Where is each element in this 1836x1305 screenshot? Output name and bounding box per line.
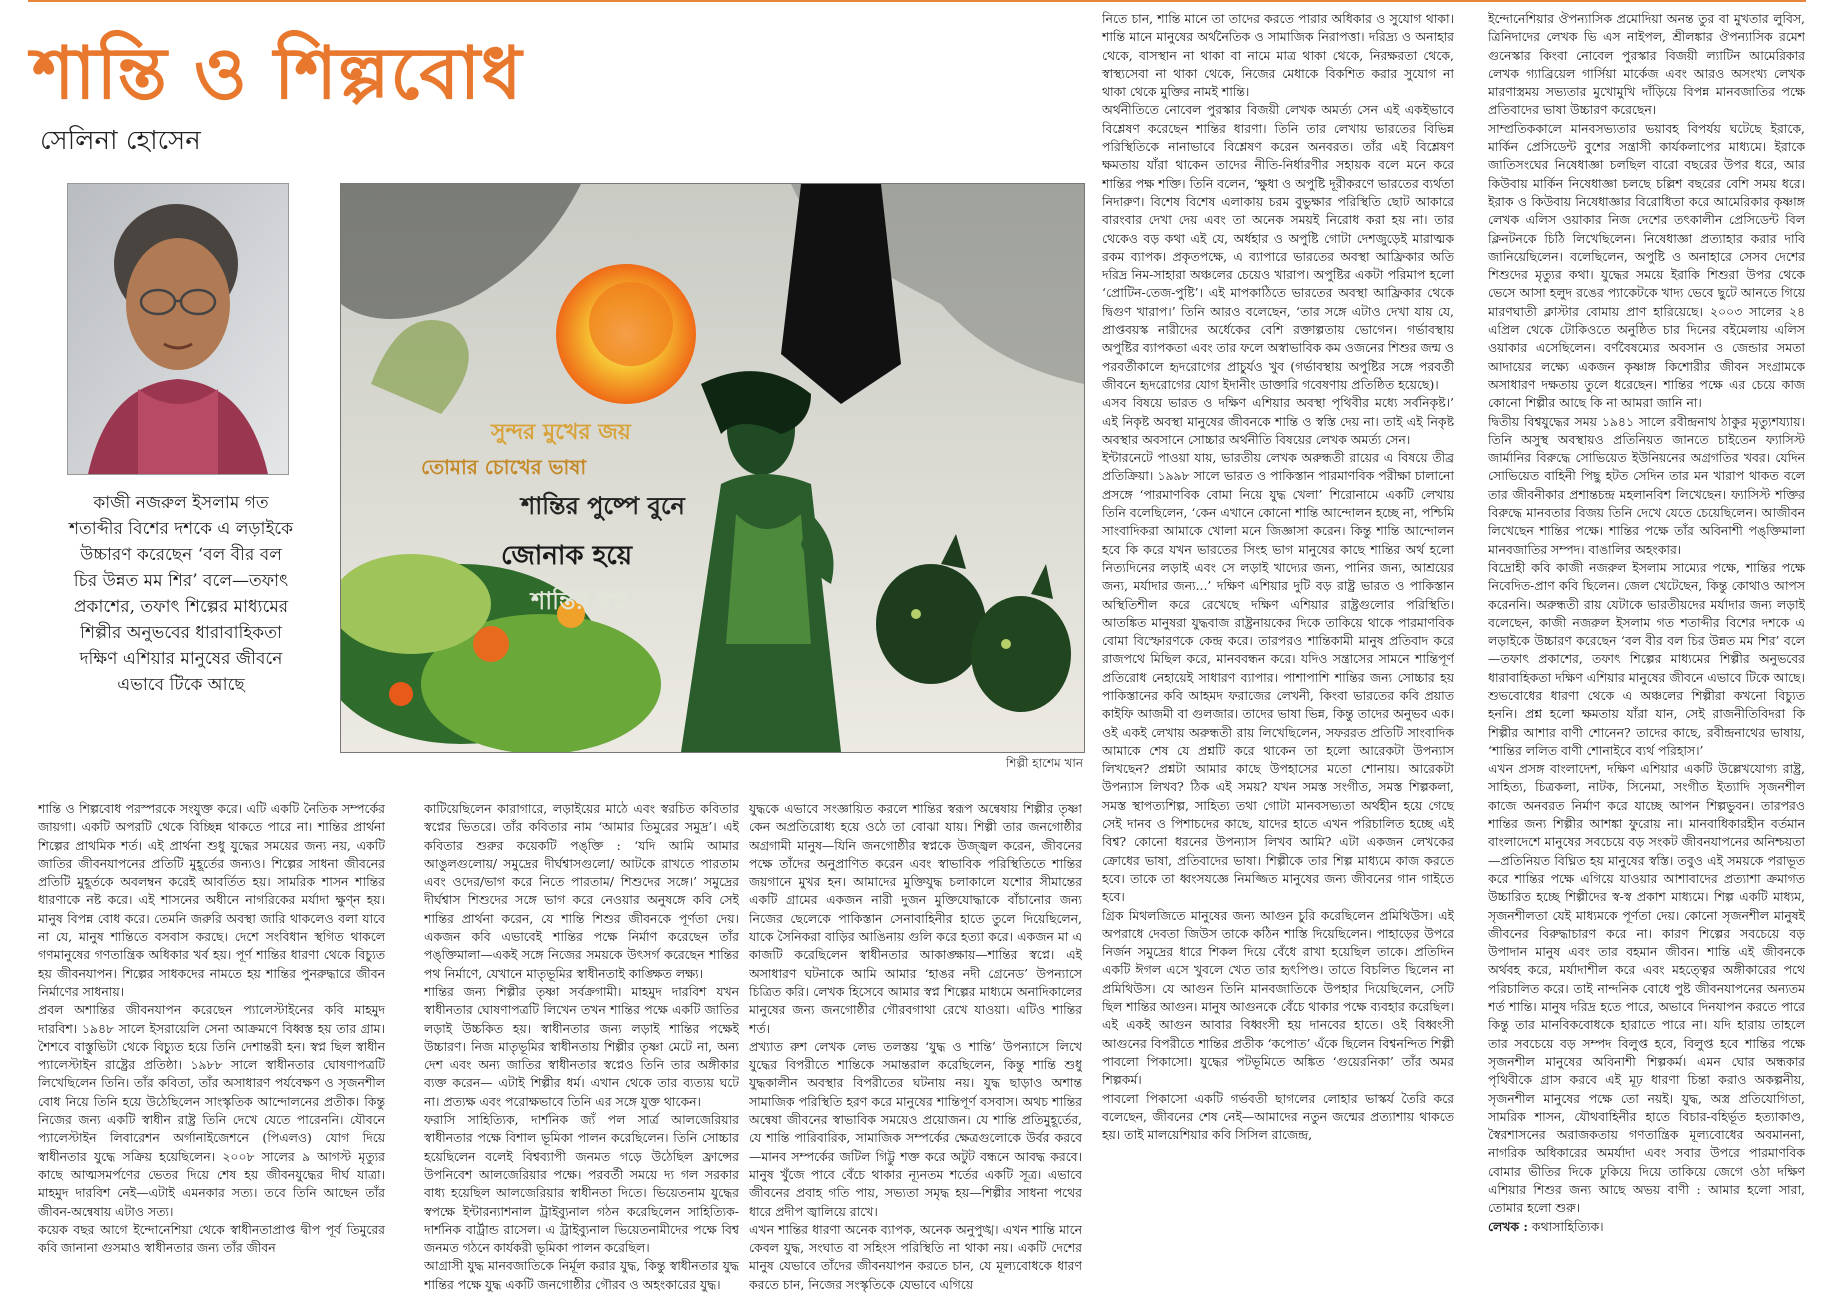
paragraph: সাম্প্রতিককালে মানবসভ্যতার ভয়াবহ বিপর্যয় ঘটেছে ইরাকে, মার্কিন প্রেসিডেন্ট বুশের সন্ত্রাসী কার্যকলাপের মাধ্যমে। ইরাকে জাতিসংঘের নিষেধাজ্ঞা চলছিল বারো বছরের উপর ধরে, আর কিউবায় মার্কিন নিষেধাজ্ঞা চলছে চল্লিশ বছরের বেশি সময় ধরে। ইরাক ও কিউবায় নিষেধাজ্ঞার বিরোধিতা করে আমেরিকার কৃষ্ণাঙ্গ লেখক এলিস ওয়াকার নিজ দেশের তৎকালীন প্রেসিডেন্ট বিল ক্লিনটনকে চিঠি লিখেছিলেন। নিষেধাজ্ঞা প্রত্যাহার করার দাবি জানিয়েছিলেন। বলেছিলেন, অপুষ্টি ও অনাহারে সেসব দেশের শিশুদের মৃত্যুর কথা। যুদ্ধের সময়ে ইরাকি শিশুরা উপর থেকে ভেসে আসা হলুদ রঙের প্যাকেটকে খাদ্য ভেবে ছুটে আনতে গিয়ে মারণঘাতী ক্লাস্টার বোমায় প্রাণ হারিয়েছে। ২০০৩ সালের ২৪ এপ্রিল থেকে টোকিওতে অনুষ্ঠিত চার দিনের বইমেলায় এলিস ওয়াকার এসেছিলেন। বর্ণবৈষম্যের অবসান ও জেন্ডার সমতা আদায়ের লক্ষ্যে একজন কৃষ্ণাঙ্গ কিশোরীর জীবন সংগ্রামকে অসাধারণ দক্ষতায় তুলে ধরেছেন। শান্তির পক্ষে এর চেয়ে কাজ কোনো শিল্পীর আছে কি না আমরা জানি না। xyxy=(1488,120,1805,411)
paragraph: দ্বিতীয় বিশ্বযুদ্ধের সময় ১৯৪১ সালে রবীন্দ্রনাথ ঠাকুর মৃত্যুশয্যায়। তিনি অসুস্থ অবস্থায়ও প্রতিনিয়ত জানতে চাইতেন ফ্যাসিস্ট জার্মানির বিরুদ্ধে সোভিয়েত ইউনিয়নের অগ্রগতির খবর। যেদিন সোভিয়েত বাহিনী পিছু হটত সেদিন তার মন খারাপ থাকত বলে তার জীবনীকার প্রশান্তচন্দ্র মহলানবিশ লিখেছেন। ফ্যাসিস্ট শক্তির বিরুদ্ধে মানবতার বিজয় তিনি দেখে যেতে চেয়েছিলেন। আজীবন লিখেছেন শান্তির পক্ষে। শান্তির পক্ষে তাঁর অবিনাশী পঙ্‌ক্তিমালা মানবজাতির সম্পদ। বাঙালির অহংকার। xyxy=(1488,413,1805,557)
author-note-label: লেখক : xyxy=(1488,1218,1528,1234)
author-note-value: কথাসাহিত্যিক। xyxy=(1531,1218,1604,1234)
artwork-text-5: শান্তির স্বপ্ন xyxy=(531,586,628,615)
author-byline: সেলিনা হোসেন xyxy=(40,126,201,156)
top-rule xyxy=(28,0,1806,2)
paragraph: অর্থনীতিতে নোবেল পুরস্কার বিজয়ী লেখক অমর্ত্য সেন এই একইভাবে বিশ্লেষণ করেছেন শান্তির ধারণা। তিনি তার লেখায় ভারতের বিভিন্ন পরিস্থিতিকে নানাভাবে বিশ্লেষণ করেন অনবরত। তাঁর এই বিশ্লেষণ ক্ষমতায় যাঁরা থাকেন তাদের নীতি-নির্ধারণীর সহায়ক বলে মনে করে শান্তির পক্ষ শক্তি। তিনি বলেন, ‘ক্ষুধা ও অপুষ্টি দূরীকরণে ভারতের ব্যর্থতা নিদারুণ। বিশেষ বিশেষ এলাকায় চরম বুভুক্ষার পরিস্থিতি ছোট আকারে বারংবার দেখা দেয় এবং তা অনেক সময়ই নিরোধ করা হয় না। তার থেকেও বড় কথা এই যে, অর্ধহার ও অপুষ্টি গোটা দেশজুড়েই মারাত্মক রকম ব্যাপক। প্রকৃতপক্ষে, এ ব্যাপারে ভারতের অবস্থা আফ্রিকার অতি দরিদ্র নিম-সাহারা অঞ্চলের চেয়েও খারাপ। অপুষ্টির একটা পরিমাপ হলো ‘প্রোটিন-তেজ-পুষ্টি’। এই মাপকাঠিতে ভারতের অবস্থা আফ্রিকার থেকে দ্বিগুণ খারাপ।’ তিনি আরও বলেছেন, ‘তার সঙ্গে এটাও দেখা যায় যে, প্রাপ্তবয়স্ক নারীদের অর্ধেকের বেশি রক্তাল্পতায় ভোগেন। গর্ভাবস্থায় অপুষ্টির ব্যাপকতা এবং তার ফলে অস্বাভাবিক কম ওজনের শিশুর জন্ম ও পরবর্তীকালে হৃদরোগের প্রাচুর্যও খুব (গর্ভাবস্থায় অপুষ্টির সঙ্গে পরবর্তী জীবনে হৃদরোগের যোগ ইদানীং ডাক্তারি গবেষণায় প্রতিষ্ঠিত হয়েছে)। xyxy=(1102,102,1454,392)
artwork-image xyxy=(341,184,1084,752)
author-note xyxy=(1488,1218,1805,1236)
paragraph: গ্রিক মিথলজিতে মানুষের জন্য আগুন চুরি করেছিলেন প্রমিথিউস। এই অপরাধে দেবতা জিউস তাকে কঠিন শাস্তি দিয়েছিলেন। পাহাড়ের উপরে নির্জন সমুদ্রের ধারে শিকল দিয়ে বেঁধে রাখা হয়েছিল তাকে। প্রতিদিন একটি ঈগল এসে খুবলে খেত তার হৃৎপিণ্ড। তাতে বিচলিত ছিলেন না প্রমিথিউস। যে আগুন তিনি মানবজাতিকে উপহার দিয়েছিলেন, সেটি ছিল শান্তির আগুন। মানুষ আগুনকে বেঁচে থাকার পক্ষে ব্যবহার করেছিল। এই একই আগুন আবার বিধ্বংসী হয় দানবের হাতে। ওই বিধ্বংসী আগুনের বিপরীতে শান্তির প্রতীক ‘কপোত’ এঁকে ছিলেন বিশ্বনন্দিত শিল্পী পাবলো পিকাসো। যুদ্ধের পটভূমিতে অঙ্কিত ‘গুয়েরনিকা’ তাঁর অমর শিল্পকর্ম। xyxy=(1102,907,1454,1088)
body-column-5 xyxy=(1488,10,1805,1296)
paragraph: ইন্দোনেশিয়ার ঔপন্যাসিক প্রমোদিয়া অনন্ত তুর বা মুখতার লুবিস, ত্রিনিদাদের লেখক ভি এস নাইপল, শ্রীলঙ্কার ঔপন্যাসিক রমেশ গুনেস্কার কিংবা নোবেল পুরস্কার বিজয়ী ল্যাটিন আমেরিকার লেখক গ্যাব্রিয়েল গার্সিয়া মার্কেজ এবং আরও অসংখ্য লেখক মারণাস্ত্রময় সভ্যতার মুখোমুখি দাঁড়িয়ে বিপন্ন মানবজাতির পক্ষে প্রতিবাদের ভাষা উচ্চারণ করেছেন। xyxy=(1488,11,1805,118)
artwork-text-4: জোনাক হয়ে xyxy=(501,541,633,571)
body-column-4 xyxy=(1102,10,1454,1296)
paragraph: শান্তি ও শিল্পবোধ পরস্পরকে সংযুক্ত করে। এটি একটি নৈতিক সম্পর্কের জায়গা। একটি অপরটি থেকে বিচ্ছিন্ন থাকতে পারে না। শান্তির প্রার্থনা শিল্পের প্রাথমিক শর্ত। এই প্রার্থনা শুধু যুদ্ধের সময়ের জন্য নয়, একটি জাতির জীবনযাপনের প্রতিটি মুহূর্তের জন্যও। শিল্পের সাধনা জীবনের প্রতিটি মুহূর্তকে অবলম্বন করেই আবর্তিত হয়। সামরিক শাসন শান্তির ধারণাকে নষ্ট করে। এই শাসনের অধীনে নাগরিকের মর্যাদা ক্ষুণ্ন হয়। মানুষ বিপন্ন বোধ করে। তেমনি জরুরি অবস্থা জারি থাকলেও বলা যাবে না যে, মানুষ শান্তিতে বসবাস করছে। দেশে সংবিধান স্থগিত থাকলে গণমানুষের গণতান্ত্রিক অধিকার খর্ব হয়। পূর্ণ শান্তির ধারণা থেকে বিচ্যুত হয় জীবনযাপন। শিল্পের সাধকদের নামতে হয় শান্তির পুনরুদ্ধারে জীবন নির্মাণের সাধনায়। xyxy=(38,801,385,999)
portrait-image xyxy=(68,184,288,474)
paragraph: শান্তির জন্য শিল্পীর তৃষ্ণা সর্বক্রগামী। মাহমুদ দারবিশ যখন স্বাধীনতার ঘোষণাপত্রটি লিখেন তখন শান্তির পক্ষে একটি জাতির লড়াই উচ্চকিত হয়। স্বাধীনতার জন্য লড়াই শান্তির পক্ষেই উচ্চারণ। নিজ মাতৃভূমির স্বাধীনতায় শিল্পীর তৃষ্ণা মেটে না, অন্য দেশ এবং অন্য জাতির স্বাধীনতার স্বপ্নেও তিনি তার অঙ্গীকার ব্যক্ত করেন— এটাই শিল্পীর ধর্ম। এখান থেকে তার ব্যত্যয় ঘটে না। প্রত্যক্ষ এবং পরোক্ষভাবে তিনি এর সঙ্গে যুক্ত থাকেন। xyxy=(424,983,739,1109)
image-caption: শিল্পী হাশেম খান xyxy=(1005,756,1083,770)
paragraph: বিদ্রোহী কবি কাজী নজরুল ইসলাম সাম্যের পক্ষে, শান্তির পক্ষে নিবেদিত-প্রাণ কবি ছিলেন। জেল খেটেছেন, কিন্তু কোথাও আপস করেননি। অরুন্ধতী রায় যেটাকে ভারতীয়দের মর্যাদার জন্য লড়াই বলেছেন, কাজী নজরুল ইসলাম গত শতাব্দীর বিশের দশকে এ লড়াইকে উচ্চারণ করেছেন ‘বল বীর বল চির উন্নত মম শির’ বলে—তফাৎ প্রকাশের, তফাৎ শিল্পের মাধ্যমের শিল্পীর অনুভবের ধারাবাহিকতা দক্ষিণ এশিয়ার মানুষের জীবনে এভাবে টিকে আছে। শুভবোধের ধারণা থেকে এ অঞ্চলের শিল্পীরা কখনো বিচ্যুত হননি। প্রশ্ন হলো ক্ষমতায় যাঁরা যান, সেই রাজনীতিবিদরা কি শিল্পীর আশার বাণী শোনেন? তাদের কাছে, রবীন্দ্রনাথের ভাষায়, ‘শান্তির ললিত বাণী শোনাইবে ব্যর্থ পরিহাস।’ xyxy=(1488,559,1805,758)
author-portrait xyxy=(67,183,289,475)
body-column-2 xyxy=(424,800,739,1296)
paragraph: ইন্টারনেটে পাওয়া যায়, ভারতীয় লেখক অরুন্ধতী রায়ের এ বিষয়ে তীব্র প্রতিক্রিয়া। ১৯৯৮ সালে ভারত ও পাকিস্তান পারমাণবিক পরীক্ষা চালানো প্রসঙ্গে ‘পারমাণবিক বোমা নিয়ে যুদ্ধ খেলা’ শিরোনামে একটি লেখায় তিনি বলেছিলেন, ‘কেন এখানে কোনো শান্তি আন্দোলন হচ্ছে না, পশ্চিমি সাংবাদিকরা আমাকে খোলা মনে জিজ্ঞাসা করেন। কিন্তু শান্তি আন্দোলন হবে কি করে যখন ভারতের সিংহ ভাগ মানুষের কাছে শান্তির অর্থ হলো নিত্যদিনের লড়াই এবং সে লড়াই খাদ্যের জন্য, পানির জন্য, আশ্রয়ের জন্য, মর্যাদার জন্য...’ দক্ষিণ এশিয়ার দুটি বড় রাষ্ট্র ভারত ও পাকিস্তান অস্থিতিশীল করে রেখেছে দক্ষিণ এশিয়ার রাষ্ট্রগুলোর পরিস্থিতি। আতঙ্কিত মানুষরা যুদ্ধবাজ রাষ্ট্রনায়কের দিকে তাকিয়ে থাকে পারমাণবিক বোমা বিস্ফোরণকে কেন্দ্র করে। তারপরও শান্তিকামী মানুষ প্রতিবাদ করে রাজপথে মিছিল করে, মানববন্ধন করে। যদিও সন্ত্রাসের সামনে শান্তিপূর্ণ প্রতিরোধ নেহায়েই সাধারণ ব্যাপার। পাশাপাশি শান্তির জন্য সোচ্চার হয় পাকিস্তানের কবি আহমদ ফরাজের লেখনী, কিংবা ভারতের কবি প্রয়াত কাইফি আজমী বা গুলজার। তাদের ভাষা ভিন্ন, কিন্তু তাদের অনুভব এক। ওই একই লেখায় অরুন্ধতী রায় লিখেছিলেন, সফররত প্রতিটি সাংবাদিক আমাকে শেষ যে প্রশ্নটি করে থাকেন তা হলো আরেকটা উপন্যাস লিখছেন? প্রশ্নটা আমার কাছে উপহাসের মতো শোনায়। আরেকটা উপন্যাস লিখব? ঠিক এই সময়? যখন সমস্ত সংগীত, সমস্ত শিল্পকলা, সমস্ত স্থাপত্যশিল্প, সাহিত্য তথা গোটা মানবসভ্যতা অর্থহীন হয়ে গেছে সেই দানব ও পিশাচদের কাছে, যাদের হাতে এখন পরিচালিত হচ্ছে এই বিশ্ব? কোনো ধরনের উপন্যাস লিখব আমি? এটা একজন লেখকের ক্রোধের ভাষা, প্রতিবাদের ভাষা। শিল্পীকে তার শিল্প মাধ্যমে কাজ করতে হবে। তাকে তা ধ্বংসযজ্ঞে নিমজ্জিত মানুষের জন্য জীবনের গান গাইতে হবে। xyxy=(1102,450,1454,905)
artwork-text-2: তোমার চোখের ভাষা xyxy=(421,455,587,479)
artwork-text-3: শান্তির পুষ্পে বুনে xyxy=(521,491,685,520)
paragraph: কাটিয়েছিলেন কারাগারে, লড়াইয়ের মাঠে এবং স্বরচিত কবিতার স্বপ্নের ভিতরে। তাঁর কবিতার নাম ‘আমার তিমুরের সমুদ্র’। এই কবিতার শুরুর কয়েকটি পঙ্‌ক্তি : ‘যদি আমি আমার আঙুলগুলোয়/ সমুদ্রের দীর্ঘশ্বাসগুলো/ আটকে রাখতে পারতাম এবং ওদের/ভাগ করে নিতে পারতাম/ শিশুদের সঙ্গে।’ সমুদ্রের দীর্ঘশ্বাস শিশুদের সঙ্গে ভাগ করে নেওয়ার অনুষঙ্গে কবি সেই শান্তির প্রার্থনা করেন, যে শান্তি শিশুর জীবনকে পূর্ণতা দেয়। একজন কবি এভাবেই শান্তির পক্ষে নির্মাণ করেছেন তাঁর পঙ্‌ক্তিমালা—একই সঙ্গে নিজের সময়কে উৎসর্গ করেছেন শান্তির পথ নির্মাণে, যেখানে মাতৃভূমির স্বাধীনতাই কাঙ্ক্ষিত লক্ষ্য। xyxy=(424,801,739,981)
paragraph: প্রখ্যাত রুশ লেখক লেভ তলস্তয় ‘যুদ্ধ ও শান্তি’ উপন্যাসে লিখে যুদ্ধের বিপরীতে শান্তিকে সমান্তরাল করেছিলেন, কিন্তু শান্তি শুধু যুদ্ধকালীন অবস্থার বিপরীতের ঘটনায় নয়। যুদ্ধ ছাড়াও অশান্ত সামাজিক পরিস্থিতি হরণ করে মানুষের শান্তিপূর্ণ বসবাস। অথচ শান্তির অন্বেষা জীবনের স্বাভাবিক সময়েও প্রয়োজন। যে শান্তি প্রতিমুহূর্তের, যে শান্তি পারিবারিক, সামাজিক সম্পর্কের ক্ষেত্রগুলোকে উর্বর করবে—মানব সম্পর্কের জটিল গিট্টু শক্ত করে অটুট বন্ধনে আবদ্ধ করবে। মানুষ খুঁজে পাবে বেঁচে থাকার ন্যূনতম শর্তের একটি সূত্র। এভাবে জীবনের প্রবাহ গতি পায়, সভ্যতা সমৃদ্ধ হয়—শিল্পীর সাধনা পথের ধারে প্রদীপ জ্বালিয়ে রাখে। xyxy=(749,1038,1082,1219)
pull-quote: কাজী নজরুল ইসলাম গত শতাব্দীর বিশের দশকে এ লড়াইকে উচ্চারণ করেছেন ‘বল বীর বল চির উন্নত মম শির’ বলে—তফাৎ প্রকাশের, তফাৎ শিল্পের মাধ্যমের শিল্পীর অনুভবের ধারাবাহিকতা দক্ষিণ এশিয়ার মানুষের জীবনে এভাবে টিকে আছে xyxy=(68,493,294,695)
paragraph: যুদ্ধকে এভাবে সংজ্ঞায়িত করলে শান্তির স্বরূপ অন্বেষায় শিল্পীর তৃষ্ণা কেন অপ্রতিরোধ্য হয়ে ওঠে তা বোঝা যায়। শিল্পী তার জনগোষ্ঠীর অগ্রগামী মানুষ—যিনি জনগোষ্ঠীর স্বপ্নকে উজ্জ্বল করেন, জীবনের পক্ষে তাঁদের অনুপ্রাণিত করেন এবং স্বাভাবিক পরিস্থিতিতে শান্তির জয়গানে মুখর হন। আমাদের মুক্তিযুদ্ধ চলাকালে যশোর সীমান্তের একটি গ্রামের একজন নারী দুজন মুক্তিযোদ্ধাকে বাঁচানোর জন্য নিজের ছেলেকে পাকিস্তান সেনাবাহিনীর হাতে তুলে দিয়েছিলেন, যাকে সৈনিকরা বাড়ির আঙিনায় গুলি করে হত্যা করে। একজন মা এ কাজটি করেছিলেন স্বাধীনতার আকাঙ্ক্ষায়—শান্তির স্বপ্নে। এই অসাধারণ ঘটনাকে আমি আমার ‘হাঙর নদী গ্রেনেড’ উপন্যাসে চিত্রিত করি। লেখক হিসেবে আমার স্বপ্ন শিল্পের মাধ্যমে অনাদিকালের মানুষের জন্য জনগোষ্ঠীর গৌরবগাথা রেখে যাওয়া। এটিও শান্তির শর্ত। xyxy=(749,801,1082,1036)
paragraph: পাবলো পিকাসো একটি গর্ভবতী ছাগলের লোহার ভাস্কর্য তৈরি করে বলেছেন, জীবনের শেষ নেই—আমাদের নতুন জন্মের প্রত্যাশায় থাকতে হয়। তাই মালয়েশিয়ার কবি সিসিল রাজেন্দ্র, xyxy=(1102,1090,1454,1143)
paragraph: এসব বিষয়ে ভারত ও দক্ষিণ এশিয়ার অবস্থা পৃথিবীর মধ্যে সর্বনিকৃষ্ট।’ এই নিকৃষ্ট অবস্থা মানুষের জীবনকে শান্তি ও স্বস্তি দেয় না। তাই এই নিকৃষ্ট অবস্থার অবসানে সোচ্চার অর্থনীতি বিষয়ের লেখক অমর্ত্য সেন। xyxy=(1102,395,1454,447)
body-column-1 xyxy=(38,800,385,1296)
paragraph: প্রবল অশান্তির জীবনযাপন করেছেন প্যালেস্টাইনের কবি মাহমুদ দারবিশ। ১৯৪৮ সালে ইসরায়েলি সেনা আক্রমণে বিধ্বস্ত হয় তার গ্রাম। শৈশবে বাস্তুভিটা থেকে বিচ্যুত হয়ে তিনি দেশান্তরী হন। স্বপ্ন ছিল স্বাধীন প্যালেস্টাইন রাষ্ট্রের প্রতিষ্ঠা। ১৯৮৮ সালে স্বাধীনতার ঘোষণাপত্রটি লিখেছিলেন তিনি। তাঁর কবিতা, তাঁর অসাধারণ পর্যবেক্ষণ ও সৃজনশীল বোধ নিয়ে তিনি হয়ে উঠেছিলেন সাংস্কৃতিক আন্দোলনের প্রতীক। কিন্তু নিজের জন্য একটি স্বাধীন রাষ্ট্র তিনি দেখে যেতে পারেননি। যৌবনে প্যালেস্টাইন লিবারেশন অর্গানাইজেশনে (পিএলও) যোগ দিয়ে স্বাধীনতার যুদ্ধে সক্রিয় হয়েছিলেন। ২০০৮ সালের ৯ আগস্ট মৃত্যুর কাছে আত্মসমর্পণের ভেতর দিয়ে শেষ হয় জীবনযুদ্ধের দীর্ঘ যাত্রা। মাহমুদ দারবিশ নেই—এটাই এমনকার সত্য। তবে তিনি আছেন তাঁর জীবন-অন্বেষায় এটাও সত্য। xyxy=(38,1002,385,1219)
paragraph: ফরাসি সাহিত্যিক, দার্শনিক জ্যঁ পল সার্ত্র আলজেরিয়ার স্বাধীনতার পক্ষে বিশাল ভূমিকা পালন করেছিলেন। তিনি সোচ্চার হয়েছিলেন বলেই বিশ্বব্যাপী জনমত গড়ে উঠেছিল ফ্রান্সের উপনিবেশ আলজেরিয়ার পক্ষে। পরবর্তী সময়ে দ্য গল সরকার বাধ্য হয়েছিল আলজেরিয়ার স্বাধীনতা দিতে। ভিয়েতনাম যুদ্ধের স্বপক্ষে ইন্টারন্যাশনাল ট্রাইব্যুনাল গঠন করেছিলেন সাহিত্যিক-দার্শনিক বার্ট্রান্ড রাসেল। এ ট্রাইব্যুনাল ভিয়েতনামীদের পক্ষে বিশ্ব জনমত গঠনে কার্যকরী ভূমিকা পালন করেছিল। xyxy=(424,1112,739,1256)
artwork-text-1: সুন্দর মুখের জয় xyxy=(491,419,631,445)
article-title: শান্তি ও শিল্পবোধ xyxy=(32,31,523,115)
paragraph: আগ্রাসী যুদ্ধ মানবজাতিকে নির্মূল করার যুদ্ধ, কিন্তু স্বাধীনতার যুদ্ধ শান্তির পক্ষে যুদ্ধ একটি জনগোষ্ঠীর গৌরব ও অহংকারের যুদ্ধ। xyxy=(424,1258,739,1292)
paragraph: নিতে চান, শান্তি মানে তা তাদের করতে পারার অধিকার ও সুযোগ থাকা। শান্তি মানে মানুষের অর্থনৈতিক ও সামাজিক নিরাপত্তা। দরিদ্র্য ও অনাহার থেকে, বাসস্থান না থাকা বা নামে মাত্র থাকা থেকে, নিরক্ষরতা থেকে, স্বাস্থ্যসেবা না থাকা থেকে, নিজের মেধাকে বিকশিত করার সুযোগ না থাকা থেকে মুক্তির নামই শান্তি। xyxy=(1102,11,1454,100)
body-column-3 xyxy=(749,800,1082,1296)
feature-artwork xyxy=(340,183,1085,753)
paragraph: কয়েক বছর আগে ইন্দোনেশিয়া থেকে স্বাধীনতাপ্রাপ্ত দ্বীপ পূর্ব তিমুরের কবি জানানা গুসমাও স্বাধীনতার জন্য তাঁর জীবন xyxy=(38,1221,385,1256)
paragraph: এখন শান্তির ধারণা অনেক ব্যাপক, অনেক অনুপুঙ্খ। এখন শান্তি মানে কেবল যুদ্ধ, সংঘাত বা সহিংস পরিস্থিতি না থাকা নয়। একটি দেশের মানুষ যেভাবে তাঁদের জীবনযাপন করতে চান, যে মূল্যবোধকে ধারণ করতে চান, নিজের সংস্কৃতিকে যেভাবে এগিয়ে xyxy=(749,1221,1082,1292)
paragraph: এখন প্রসঙ্গ বাংলাদেশ, দক্ষিণ এশিয়ার একটি উল্লেখযোগ্য রাষ্ট্র, সাহিত্য, চিত্রকলা, নাটক, সিনেমা, সংগীত ইত্যাদি সৃজনশীল কাজে অনবরত নির্মাণ করে যাচ্ছে আপন শিল্পভুবন। তারপরও শান্তির জন্য শিল্পীর আশঙ্কা ফুরোয় না। মানবাধিকারহীন বর্তমান বাংলাদেশে মানুষের সবচেয়ে বড় সংকট জীবনযাপনের অনিশ্চয়তা—প্রতিনিয়ত বিঘ্নিত হয় মানুষের স্বস্তি। তবুও এই সময়কে পরাভূত করে শান্তির পক্ষে এগিয়ে যাওয়ার আশাবাদের প্রত্যাশা ক্রমাগত উচ্চারিত হচ্ছে শিল্পীদের স্ব-স্ব প্রকাশ মাধ্যমে। শিল্প একটি মাধ্যম, সৃজনশীলতা যেই মাধ্যমকে পূর্ণতা দেয়। কোনো সৃজনশীল মানুষই জীবনের বিরুদ্ধাচারণ করে না। কারণ শিল্পের সবচেয়ে বড় উপাদান মানুষ এবং তার বহমান জীবন। শান্তি এই জীবনকে অর্থবহ করে, মর্যাদাশীল করে এবং মহত্ত্বের অঙ্গীকারের পথে পরিচালিত করে। তাই নান্দনিক বোধে পুষ্ট জীবনযাপনের অন্যতম শর্ত শান্তি। মানুষ দরিদ্র হতে পারে, অভাবে দিনযাপন করতে পারে কিন্তু তার মানবিকবোধকে হারাতে পারে না। যদি হারায় তাহলে তার সবচেয়ে বড় সম্পদ বিলুপ্ত হবে, বিলুপ্ত হবে শান্তির পক্ষে সৃজনশীল মানুষের অবিনাশী শিল্পকর্ম। এমন ঘোর অন্ধকার পৃথিবীকে গ্রাস করবে এই মূঢ় ধারণা চিন্তা করাও অকল্পনীয়, সৃজনশীল মানুষের পক্ষে তো নয়ই। যুদ্ধ, অস্ত্র প্রতিযোগিতা, সামরিক শাসন, যৌথবাহিনীর হাতে বিচার-বহির্ভূত হত্যাকাণ্ড, স্বৈরশাসনের অরাজকতায় গণতান্ত্রিক মূল্যবোধের অবমাননা, নাগরিক অধিকারের অমর্যাদা এবং সবার উপরে পারমাণবিক বোমার ভীতির দিকে ঢুকিয়ে দিয়ে তাকিয়ে জেগে ওঠা দক্ষিণ এশিয়ার শিশুর জন্য আছে অভয় বাণী : আমার হলো সারা, তোমার হলো শুরু। xyxy=(1488,761,1805,1216)
